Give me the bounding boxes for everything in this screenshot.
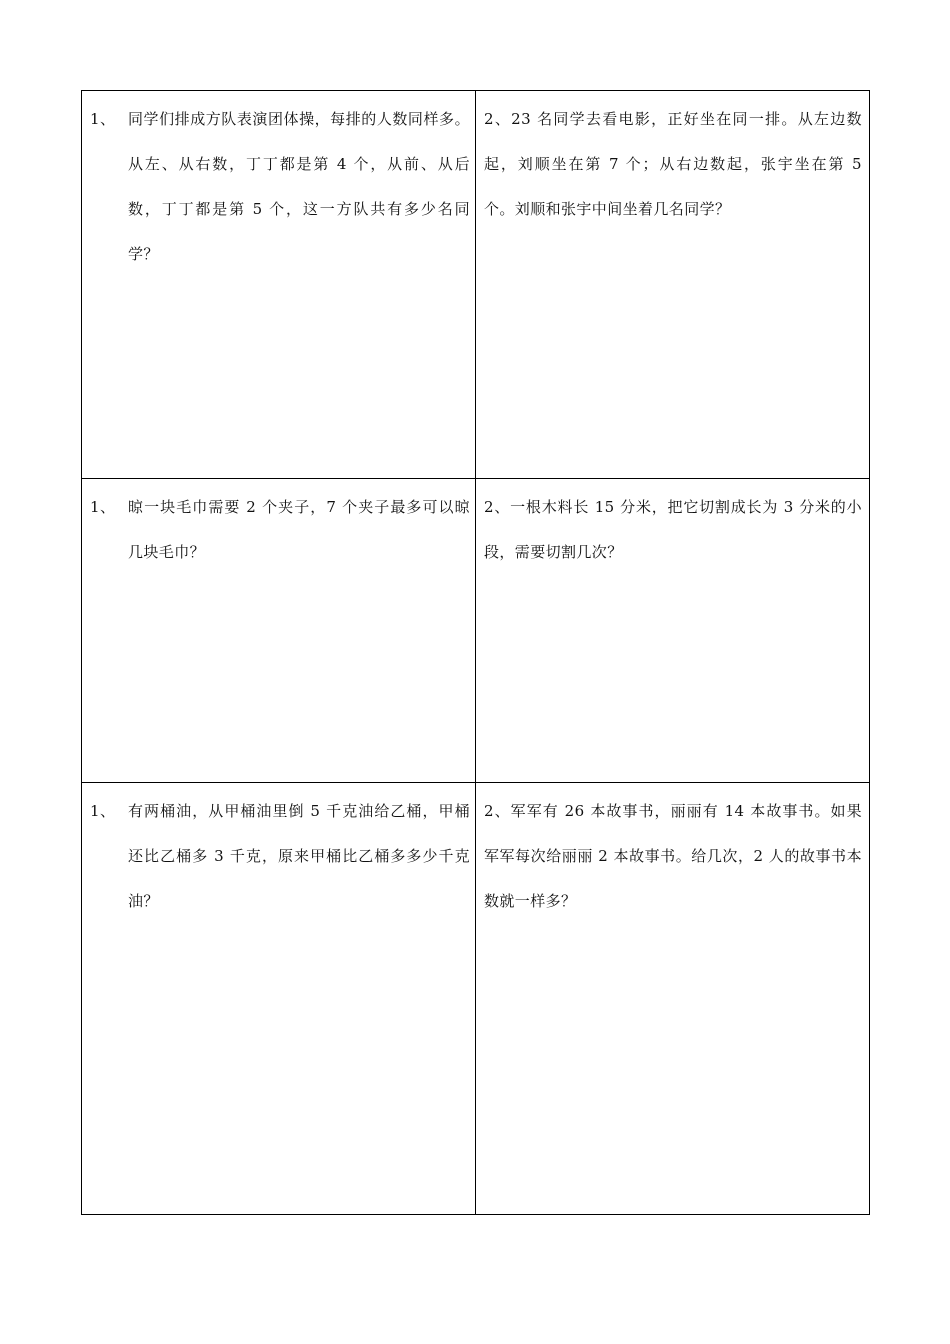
problem-text: 2、23 名同学去看电影，正好坐在同一排。从左边数起，刘顺坐在第 7 个；从右边数起，张宇坐在第 5 个。刘顺和张宇中间坐着几名同学？ (484, 110, 862, 218)
problem-item (90, 485, 470, 575)
problem-text: 2、一根木料长 15 分米，把它切割成长为 3 分米的小段，需要切割几次？ (484, 498, 862, 561)
problem-text: 2、军军有 26 本故事书，丽丽有 14 本故事书。如果军军每次给丽丽 2 本故事书。给几次，2 人的故事书本数就一样多？ (484, 802, 862, 910)
problem-cell (476, 91, 870, 479)
problem-cell (476, 783, 870, 1215)
problem-cell (82, 479, 476, 783)
problem-item (90, 97, 470, 277)
worksheet-table (81, 90, 870, 1215)
worksheet-row (82, 783, 870, 1215)
problem-number: 1、 (90, 802, 116, 820)
worksheet-row (82, 91, 870, 479)
problem-text: 晾一块毛巾需要 2 个夹子，7 个夹子最多可以晾几块毛巾？ (128, 498, 470, 561)
problem-cell (476, 479, 870, 783)
problem-text: 同学们排成方队表演团体操，每排的人数同样多。从左、从右数，丁丁都是第 4 个，从前、从后数，丁丁都是第 5 个，这一方队共有多少名同学？ (128, 110, 470, 263)
problem-cell (82, 783, 476, 1215)
problem-text: 有两桶油，从甲桶油里倒 5 千克油给乙桶，甲桶还比乙桶多 3 千克，原来甲桶比乙桶多多少千克油？ (128, 802, 470, 910)
problem-number: 1、 (90, 498, 116, 516)
problem-number: 1、 (90, 110, 116, 128)
problem-item (90, 789, 470, 924)
problem-cell (82, 91, 476, 479)
worksheet-row (82, 479, 870, 783)
